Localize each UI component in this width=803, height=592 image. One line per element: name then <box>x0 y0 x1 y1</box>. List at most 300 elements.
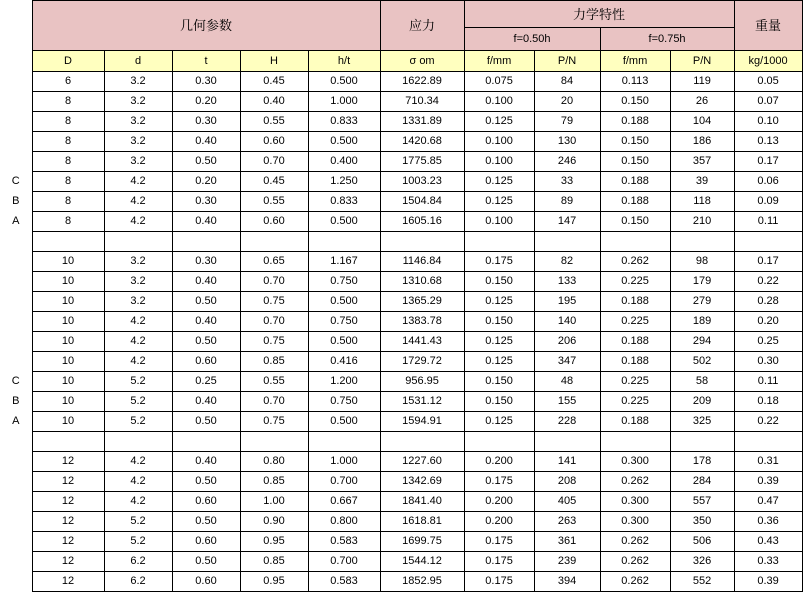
cell-d: 4.2 <box>104 472 172 492</box>
cell-f075-P: 284 <box>670 472 734 492</box>
cell-ht: 0.833 <box>308 112 380 132</box>
row-series-label <box>0 452 32 472</box>
table-row <box>0 312 802 332</box>
cell-f050-mm: 0.200 <box>464 512 534 532</box>
cell-f050-P: 79 <box>534 112 600 132</box>
table-row <box>0 132 802 152</box>
header-unit-f050-mm: f/mm <box>464 51 534 72</box>
cell-D: 10 <box>32 252 104 272</box>
cell-H: 0.95 <box>240 572 308 592</box>
cell-D: 12 <box>32 472 104 492</box>
cell-f050-mm: 0.125 <box>464 112 534 132</box>
cell-f050-mm: 0.125 <box>464 352 534 372</box>
cell-kg: 0.39 <box>734 572 802 592</box>
cell-D: 10 <box>32 312 104 332</box>
cell-kg: 0.11 <box>734 372 802 392</box>
cell-f050-P: 48 <box>534 372 600 392</box>
cell-kg: 0.05 <box>734 72 802 92</box>
cell-ht: 1.000 <box>308 92 380 112</box>
cell-t: 0.60 <box>172 572 240 592</box>
cell-f050-P: 89 <box>534 192 600 212</box>
empty-cell <box>600 432 670 452</box>
table-row <box>0 192 802 212</box>
table-row <box>0 412 802 432</box>
cell-f075-P: 26 <box>670 92 734 112</box>
cell-f075-P: 98 <box>670 252 734 272</box>
table-row <box>0 352 802 372</box>
cell-f075-mm: 0.188 <box>600 292 670 312</box>
cell-kg: 0.36 <box>734 512 802 532</box>
cell-H: 0.70 <box>240 312 308 332</box>
cell-f075-P: 178 <box>670 452 734 472</box>
header-row-units <box>0 51 802 72</box>
cell-ht: 0.500 <box>308 292 380 312</box>
empty-cell <box>240 432 308 452</box>
header-unit-d: d <box>104 51 172 72</box>
empty-cell <box>464 232 534 252</box>
cell-f075-P: 350 <box>670 512 734 532</box>
empty-cell <box>380 232 464 252</box>
cell-t: 0.50 <box>172 512 240 532</box>
cell-H: 0.65 <box>240 252 308 272</box>
cell-d: 4.2 <box>104 312 172 332</box>
cell-D: 12 <box>32 572 104 592</box>
cell-kg: 0.09 <box>734 192 802 212</box>
cell-H: 0.80 <box>240 452 308 472</box>
cell-H: 0.85 <box>240 352 308 372</box>
empty-cell <box>734 432 802 452</box>
empty-cell <box>734 232 802 252</box>
cell-f075-mm: 0.113 <box>600 72 670 92</box>
cell-sigma: 956.95 <box>380 372 464 392</box>
cell-f050-mm: 0.125 <box>464 192 534 212</box>
row-series-label <box>0 512 32 532</box>
cell-f075-mm: 0.188 <box>600 172 670 192</box>
cell-d: 6.2 <box>104 572 172 592</box>
cell-kg: 0.39 <box>734 472 802 492</box>
row-series-label: A <box>0 212 32 232</box>
cell-d: 6.2 <box>104 552 172 572</box>
cell-f050-P: 246 <box>534 152 600 172</box>
cell-t: 0.40 <box>172 132 240 152</box>
cell-t: 0.30 <box>172 252 240 272</box>
cell-H: 0.60 <box>240 212 308 232</box>
cell-f075-mm: 0.225 <box>600 272 670 292</box>
empty-cell <box>380 432 464 452</box>
table-row <box>0 532 802 552</box>
row-series-label: A <box>0 412 32 432</box>
header-group-stress: 应力 <box>380 1 464 51</box>
cell-f075-mm: 0.300 <box>600 452 670 472</box>
cell-ht: 0.750 <box>308 272 380 292</box>
cell-sigma: 1531.12 <box>380 392 464 412</box>
cell-d: 3.2 <box>104 292 172 312</box>
cell-f075-P: 326 <box>670 552 734 572</box>
cell-sigma: 1227.60 <box>380 452 464 472</box>
cell-sigma: 1003.23 <box>380 172 464 192</box>
cell-t: 0.50 <box>172 472 240 492</box>
cell-f050-P: 147 <box>534 212 600 232</box>
cell-d: 3.2 <box>104 92 172 112</box>
cell-D: 8 <box>32 172 104 192</box>
cell-f075-P: 506 <box>670 532 734 552</box>
cell-d: 3.2 <box>104 132 172 152</box>
cell-t: 0.20 <box>172 172 240 192</box>
cell-f075-P: 58 <box>670 372 734 392</box>
cell-f050-mm: 0.075 <box>464 72 534 92</box>
table-row <box>0 452 802 472</box>
row-series-label <box>0 292 32 312</box>
row-series-label <box>0 432 32 452</box>
empty-cell <box>534 432 600 452</box>
cell-f050-mm: 0.150 <box>464 372 534 392</box>
cell-kg: 0.06 <box>734 172 802 192</box>
row-series-label: C <box>0 372 32 392</box>
cell-f050-P: 155 <box>534 392 600 412</box>
cell-D: 12 <box>32 552 104 572</box>
cell-D: 10 <box>32 292 104 312</box>
cell-kg: 0.33 <box>734 552 802 572</box>
cell-t: 0.40 <box>172 212 240 232</box>
cell-sigma: 1594.91 <box>380 412 464 432</box>
cell-f050-P: 141 <box>534 452 600 472</box>
table-row <box>0 212 802 232</box>
cell-f075-P: 294 <box>670 332 734 352</box>
cell-f050-mm: 0.100 <box>464 132 534 152</box>
cell-ht: 0.750 <box>308 392 380 412</box>
cell-d: 4.2 <box>104 172 172 192</box>
cell-t: 0.50 <box>172 332 240 352</box>
empty-cell <box>172 232 240 252</box>
row-series-label <box>0 232 32 252</box>
cell-f050-P: 140 <box>534 312 600 332</box>
cell-D: 10 <box>32 332 104 352</box>
cell-f075-P: 357 <box>670 152 734 172</box>
cell-f075-mm: 0.150 <box>600 152 670 172</box>
cell-f050-mm: 0.150 <box>464 312 534 332</box>
cell-f050-mm: 0.200 <box>464 492 534 512</box>
cell-f075-mm: 0.188 <box>600 412 670 432</box>
table-row <box>0 72 802 92</box>
cell-d: 3.2 <box>104 272 172 292</box>
cell-t: 0.40 <box>172 312 240 332</box>
cell-f050-mm: 0.200 <box>464 452 534 472</box>
cell-D: 6 <box>32 72 104 92</box>
cell-d: 4.2 <box>104 352 172 372</box>
empty-cell <box>32 432 104 452</box>
cell-f050-mm: 0.175 <box>464 472 534 492</box>
cell-t: 0.50 <box>172 292 240 312</box>
row-series-label <box>0 492 32 512</box>
cell-f050-mm: 0.175 <box>464 532 534 552</box>
cell-ht: 0.500 <box>308 132 380 152</box>
cell-f075-mm: 0.262 <box>600 472 670 492</box>
cell-f075-P: 279 <box>670 292 734 312</box>
header-unit-f050-P: P/N <box>534 51 600 72</box>
cell-H: 0.70 <box>240 152 308 172</box>
cell-f075-mm: 0.262 <box>600 572 670 592</box>
table-row <box>0 92 802 112</box>
cell-sigma: 1618.81 <box>380 512 464 532</box>
cell-f075-mm: 0.225 <box>600 312 670 332</box>
cell-f050-P: 394 <box>534 572 600 592</box>
cell-f075-P: 209 <box>670 392 734 412</box>
table-row <box>0 112 802 132</box>
cell-H: 0.55 <box>240 372 308 392</box>
row-series-label <box>0 472 32 492</box>
cell-ht: 1.000 <box>308 452 380 472</box>
cell-H: 0.75 <box>240 332 308 352</box>
cell-f075-P: 502 <box>670 352 734 372</box>
cell-t: 0.30 <box>172 112 240 132</box>
cell-kg: 0.25 <box>734 332 802 352</box>
cell-ht: 1.167 <box>308 252 380 272</box>
cell-f075-P: 210 <box>670 212 734 232</box>
cell-kg: 0.07 <box>734 92 802 112</box>
cell-f075-mm: 0.225 <box>600 392 670 412</box>
cell-H: 0.55 <box>240 192 308 212</box>
cell-kg: 0.17 <box>734 152 802 172</box>
cell-kg: 0.22 <box>734 272 802 292</box>
cell-sigma: 1342.69 <box>380 472 464 492</box>
table-row <box>0 572 802 592</box>
cell-d: 5.2 <box>104 372 172 392</box>
cell-f050-P: 20 <box>534 92 600 112</box>
table-row <box>0 252 802 272</box>
cell-d: 5.2 <box>104 392 172 412</box>
cell-sigma: 1841.40 <box>380 492 464 512</box>
empty-cell <box>670 432 734 452</box>
cell-t: 0.40 <box>172 452 240 472</box>
header-group-geometry: 几何参数 <box>32 1 380 51</box>
cell-f075-mm: 0.225 <box>600 372 670 392</box>
table-spacer-row <box>0 232 802 252</box>
cell-D: 8 <box>32 92 104 112</box>
cell-H: 0.75 <box>240 412 308 432</box>
cell-t: 0.50 <box>172 552 240 572</box>
row-series-label <box>0 272 32 292</box>
cell-kg: 0.18 <box>734 392 802 412</box>
header-unit-t: t <box>172 51 240 72</box>
cell-sigma: 710.34 <box>380 92 464 112</box>
cell-D: 10 <box>32 392 104 412</box>
header-sub-f050: f=0.50h <box>464 28 600 51</box>
header-unit-H: H <box>240 51 308 72</box>
cell-D: 10 <box>32 272 104 292</box>
cell-ht: 0.750 <box>308 312 380 332</box>
table-row <box>0 152 802 172</box>
row-series-label <box>0 532 32 552</box>
cell-ht: 0.700 <box>308 552 380 572</box>
table-spacer-row <box>0 432 802 452</box>
cell-f050-mm: 0.150 <box>464 392 534 412</box>
cell-sigma: 1365.29 <box>380 292 464 312</box>
cell-f050-P: 33 <box>534 172 600 192</box>
row-series-label: B <box>0 192 32 212</box>
cell-sigma: 1605.16 <box>380 212 464 232</box>
empty-cell <box>32 232 104 252</box>
cell-kg: 0.13 <box>734 132 802 152</box>
cell-ht: 0.800 <box>308 512 380 532</box>
cell-f050-P: 84 <box>534 72 600 92</box>
empty-cell <box>308 432 380 452</box>
cell-ht: 0.500 <box>308 332 380 352</box>
cell-f050-mm: 0.175 <box>464 552 534 572</box>
cell-D: 10 <box>32 412 104 432</box>
cell-D: 10 <box>32 352 104 372</box>
row-series-label <box>0 552 32 572</box>
cell-sigma: 1420.68 <box>380 132 464 152</box>
cell-f050-mm: 0.125 <box>464 332 534 352</box>
cell-ht: 0.500 <box>308 412 380 432</box>
empty-cell <box>172 432 240 452</box>
cell-f050-P: 405 <box>534 492 600 512</box>
cell-t: 0.30 <box>172 72 240 92</box>
cell-f075-mm: 0.188 <box>600 112 670 132</box>
cell-kg: 0.11 <box>734 212 802 232</box>
table-row <box>0 292 802 312</box>
cell-sigma: 1852.95 <box>380 572 464 592</box>
table-row <box>0 272 802 292</box>
cell-ht: 0.400 <box>308 152 380 172</box>
cell-sigma: 1504.84 <box>380 192 464 212</box>
table-row <box>0 472 802 492</box>
cell-d: 4.2 <box>104 492 172 512</box>
cell-f075-P: 104 <box>670 112 734 132</box>
table-row <box>0 332 802 352</box>
header-group-weight: 重量 <box>734 1 802 51</box>
cell-H: 0.45 <box>240 72 308 92</box>
cell-f050-mm: 0.150 <box>464 272 534 292</box>
cell-f050-mm: 0.100 <box>464 152 534 172</box>
cell-sigma: 1383.78 <box>380 312 464 332</box>
header-unit-f075-mm: f/mm <box>600 51 670 72</box>
cell-H: 0.85 <box>240 552 308 572</box>
cell-f075-mm: 0.188 <box>600 192 670 212</box>
table-row <box>0 512 802 532</box>
cell-t: 0.40 <box>172 272 240 292</box>
cell-t: 0.25 <box>172 372 240 392</box>
table-row <box>0 372 802 392</box>
cell-ht: 0.583 <box>308 572 380 592</box>
row-series-label <box>0 352 32 372</box>
cell-sigma: 1544.12 <box>380 552 464 572</box>
cell-ht: 1.250 <box>308 172 380 192</box>
cell-kg: 0.47 <box>734 492 802 512</box>
cell-f075-P: 118 <box>670 192 734 212</box>
cell-f050-mm: 0.175 <box>464 252 534 272</box>
cell-f075-P: 179 <box>670 272 734 292</box>
cell-f050-mm: 0.100 <box>464 212 534 232</box>
empty-cell <box>240 232 308 252</box>
empty-cell <box>670 232 734 252</box>
cell-f075-mm: 0.262 <box>600 252 670 272</box>
empty-cell <box>534 232 600 252</box>
header-unit-kg: kg/1000 <box>734 51 802 72</box>
cell-H: 0.55 <box>240 112 308 132</box>
cell-ht: 1.200 <box>308 372 380 392</box>
row-series-label <box>0 132 32 152</box>
cell-D: 8 <box>32 212 104 232</box>
cell-kg: 0.20 <box>734 312 802 332</box>
cell-sigma: 1775.85 <box>380 152 464 172</box>
cell-kg: 0.30 <box>734 352 802 372</box>
cell-f050-P: 195 <box>534 292 600 312</box>
header-unit-ht: h/t <box>308 51 380 72</box>
cell-H: 0.60 <box>240 132 308 152</box>
cell-f075-mm: 0.188 <box>600 332 670 352</box>
cell-D: 8 <box>32 112 104 132</box>
cell-t: 0.60 <box>172 532 240 552</box>
row-series-label: C <box>0 172 32 192</box>
header-row-groups <box>0 1 802 28</box>
cell-d: 4.2 <box>104 452 172 472</box>
header-unit-D: D <box>32 51 104 72</box>
cell-ht: 0.583 <box>308 532 380 552</box>
table-row <box>0 172 802 192</box>
row-series-label <box>0 572 32 592</box>
row-series-label: B <box>0 392 32 412</box>
cell-d: 3.2 <box>104 152 172 172</box>
cell-f050-mm: 0.125 <box>464 172 534 192</box>
cell-f050-mm: 0.100 <box>464 92 534 112</box>
header-sub-f075: f=0.75h <box>600 28 734 51</box>
cell-d: 5.2 <box>104 412 172 432</box>
cell-D: 8 <box>32 152 104 172</box>
cell-f050-P: 361 <box>534 532 600 552</box>
cell-d: 3.2 <box>104 72 172 92</box>
empty-cell <box>464 432 534 452</box>
cell-ht: 0.416 <box>308 352 380 372</box>
cell-f075-mm: 0.188 <box>600 352 670 372</box>
cell-f075-P: 325 <box>670 412 734 432</box>
cell-f075-mm: 0.150 <box>600 132 670 152</box>
row-series-label <box>0 112 32 132</box>
cell-t: 0.50 <box>172 412 240 432</box>
cell-sigma: 1729.72 <box>380 352 464 372</box>
cell-t: 0.60 <box>172 492 240 512</box>
cell-t: 0.20 <box>172 92 240 112</box>
cell-D: 12 <box>32 492 104 512</box>
cell-H: 0.95 <box>240 532 308 552</box>
table-body <box>0 72 802 592</box>
cell-D: 12 <box>32 452 104 472</box>
cell-f075-mm: 0.262 <box>600 532 670 552</box>
cell-f050-mm: 0.125 <box>464 412 534 432</box>
cell-f075-P: 557 <box>670 492 734 512</box>
cell-t: 0.60 <box>172 352 240 372</box>
cell-kg: 0.10 <box>734 112 802 132</box>
cell-f050-mm: 0.175 <box>464 572 534 592</box>
cell-f075-P: 186 <box>670 132 734 152</box>
cell-kg: 0.31 <box>734 452 802 472</box>
cell-f075-mm: 0.300 <box>600 492 670 512</box>
cell-H: 0.85 <box>240 472 308 492</box>
row-series-label <box>0 312 32 332</box>
header-unit-f075-P: P/N <box>670 51 734 72</box>
cell-d: 4.2 <box>104 212 172 232</box>
row-series-label <box>0 72 32 92</box>
cell-H: 0.90 <box>240 512 308 532</box>
cell-f050-P: 347 <box>534 352 600 372</box>
cell-f075-mm: 0.150 <box>600 212 670 232</box>
cell-kg: 0.43 <box>734 532 802 552</box>
cell-H: 0.40 <box>240 92 308 112</box>
empty-cell <box>308 232 380 252</box>
cell-ht: 0.500 <box>308 212 380 232</box>
cell-t: 0.50 <box>172 152 240 172</box>
cell-f075-P: 39 <box>670 172 734 192</box>
